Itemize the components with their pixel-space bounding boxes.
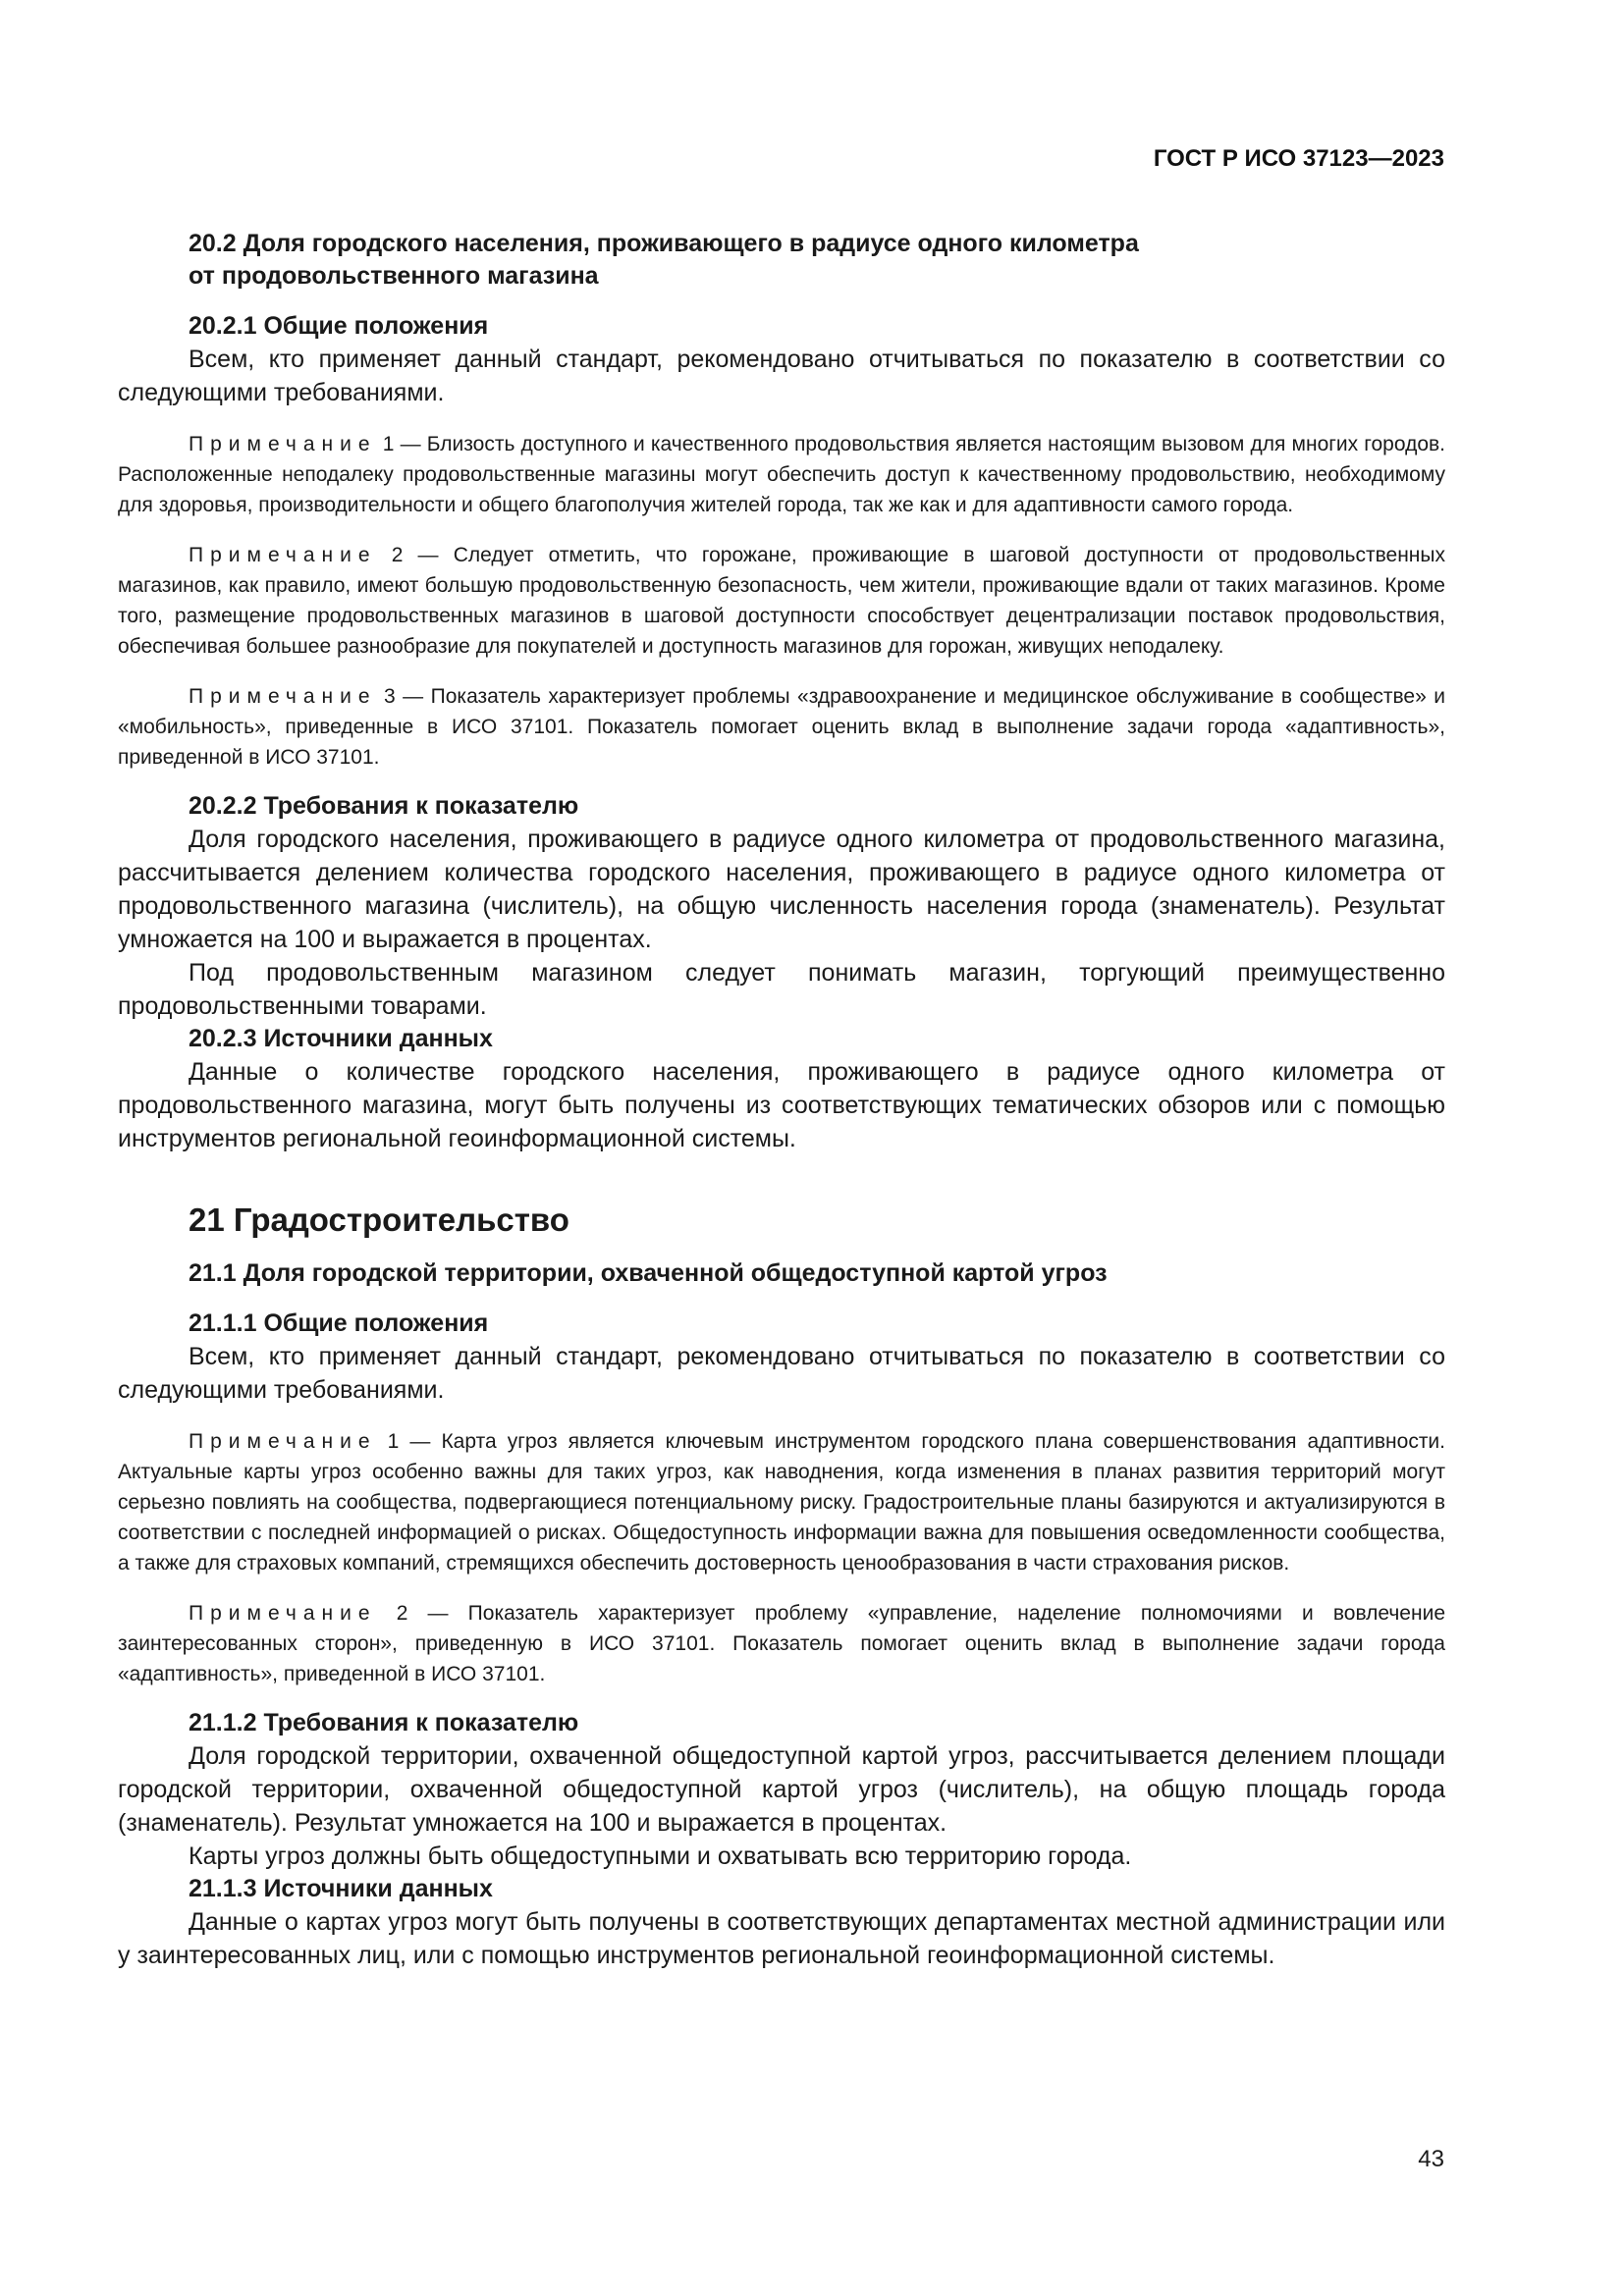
- section-20-2-1-heading: 20.2.1 Общие положения: [189, 312, 489, 340]
- note-20-2-1-1: [118, 429, 1445, 520]
- section-20-2-title-line1: 20.2 Доля городского населения, проживающего в радиусе одного километра: [189, 230, 1139, 257]
- section-21-1-2-paragraph-1: Доля городской территории, охваченной общедоступной картой угроз, рассчитывается делением площади городской территории, охваченной общедоступной картой угроз (числитель), на общую площадь города (знаменатель). Результат умножается на 100 и выражается в процентах.: [118, 1742, 1445, 1837]
- section-21-title: 21 Градостроительство: [189, 1201, 569, 1238]
- note-text: 1 — Близость доступного и качественного продовольствия является настоящим вызовом для многих городов. Расположенные неподалеку продовольственные магазины могут обеспечить доступ к качественному продовольствию, необходимому для здоровья, производительности и общего благополучия жителей города, так же как и для адаптивности самого города.: [118, 433, 1445, 516]
- page-number: 43: [1418, 2146, 1444, 2172]
- section-21-1-2-heading: 21.1.2 Требования к показателю: [189, 1709, 579, 1736]
- note-label: Примечание: [189, 433, 377, 455]
- section-21-1-1-heading: 21.1.1 Общие положения: [189, 1309, 489, 1337]
- section-21-1-2-paragraph-2: Карты угроз должны быть общедоступными и охватывать всю территорию города.: [189, 1842, 1132, 1870]
- section-20-2-1-paragraph: Всем, кто применяет данный стандарт, рекомендовано отчитываться по показателю в соответствии со следующими требованиями.: [118, 346, 1445, 406]
- section-21-1-3-heading: 21.1.3 Источники данных: [189, 1875, 493, 1902]
- section-20-2-title-line2: от продовольственного магазина: [189, 262, 599, 290]
- section-20-2-2-paragraph-2: Под продовольственным магазином следует понимать магазин, торгующий преимущественно продовольственными товарами.: [118, 959, 1445, 1020]
- note-text: 2 — Следует отметить, что горожане, проживающие в шаговой доступности от продовольственных магазинов, как правило, имеют большую продовольственную безопасность, чем жители, проживающие вдали от таких магазинов. Кроме того, размещение продовольственных магазинов в шаговой доступности способствует децентрализации поставок продовольствия, обеспечивая большее разнообразие для покупателей и доступность магазинов для горожан, живущих неподалеку.: [118, 544, 1445, 658]
- section-20-2-3-heading: 20.2.3 Источники данных: [189, 1025, 493, 1052]
- note-label: Примечание: [189, 544, 377, 566]
- section-20-2-2-paragraph-1: Доля городского населения, проживающего в радиусе одного километра от продовольственного магазина, рассчитывается делением количества городского населения, проживающего в радиусе одного километра от продовольственного магазина (числитель), на общую численность населения города (знаменатель). Результат умножается на 100 и выражается в процентах.: [118, 826, 1445, 953]
- note-20-2-1-3: [118, 681, 1445, 773]
- note-21-1-1-1: [118, 1426, 1445, 1578]
- section-20-2-2-heading: 20.2.2 Требования к показателю: [189, 792, 579, 820]
- section-20-2-title: [189, 228, 1445, 293]
- note-text: 1 — Карта угроз является ключевым инструментом городского плана совершенствования адаптивности. Актуальные карты угроз особенно важны для таких угроз, как наводнения, когда изменения в планах развития территорий могут серьезно повлиять на сообщества, подвергающиеся потенциальному риску. Градостроительные планы базируются и актуализируются в соответствии с последней информацией о рисках. Общедоступность информации важна для повышения осведомленности сообщества, а также для страховых компаний, стремящихся обеспечить достоверность ценообразования в части страхования рисков.: [118, 1430, 1445, 1575]
- note-label: Примечание: [189, 1602, 377, 1625]
- note-label: Примечание: [189, 685, 377, 708]
- section-21-1-1-paragraph: Всем, кто применяет данный стандарт, рекомендовано отчитываться по показателю в соответствии со следующими требованиями.: [118, 1343, 1445, 1404]
- note-text: 3 — Показатель характеризует проблемы «здравоохранение и медицинское обслуживание в сообществе» и «мобильность», приведенные в ИСО 37101. Показатель помогает оценить вклад в выполнение задачи города «адаптивность», приведенной в ИСО 37101.: [118, 685, 1445, 769]
- note-label: Примечание: [189, 1430, 377, 1453]
- section-21-1-3-paragraph: Данные о картах угроз могут быть получены в соответствующих департаментах местной администрации или у заинтересованных лиц, или с помощью инструментов региональной геоинформационной системы.: [118, 1908, 1445, 1969]
- section-21-1-title: 21.1 Доля городской территории, охваченной общедоступной картой угроз: [189, 1259, 1108, 1287]
- document-code-header: ГОСТ Р ИСО 37123—2023: [1153, 145, 1444, 172]
- note-text: 2 — Показатель характеризует проблему «управление, наделение полномочиями и вовлечение заинтересованных сторон», приведенную в ИСО 37101. Показатель помогает оценить вклад в выполнение задачи города «адаптивность», приведенной в ИСО 37101.: [118, 1602, 1445, 1685]
- section-20-2-3-paragraph: Данные о количестве городского населения, проживающего в радиусе одного километра от продовольственного магазина, могут быть получены из соответствующих тематических обзоров или с помощью инструментов региональной геоинформационной системы.: [118, 1058, 1445, 1152]
- note-21-1-1-2: [118, 1598, 1445, 1689]
- note-20-2-1-2: [118, 540, 1445, 662]
- page-content: [118, 228, 1445, 1972]
